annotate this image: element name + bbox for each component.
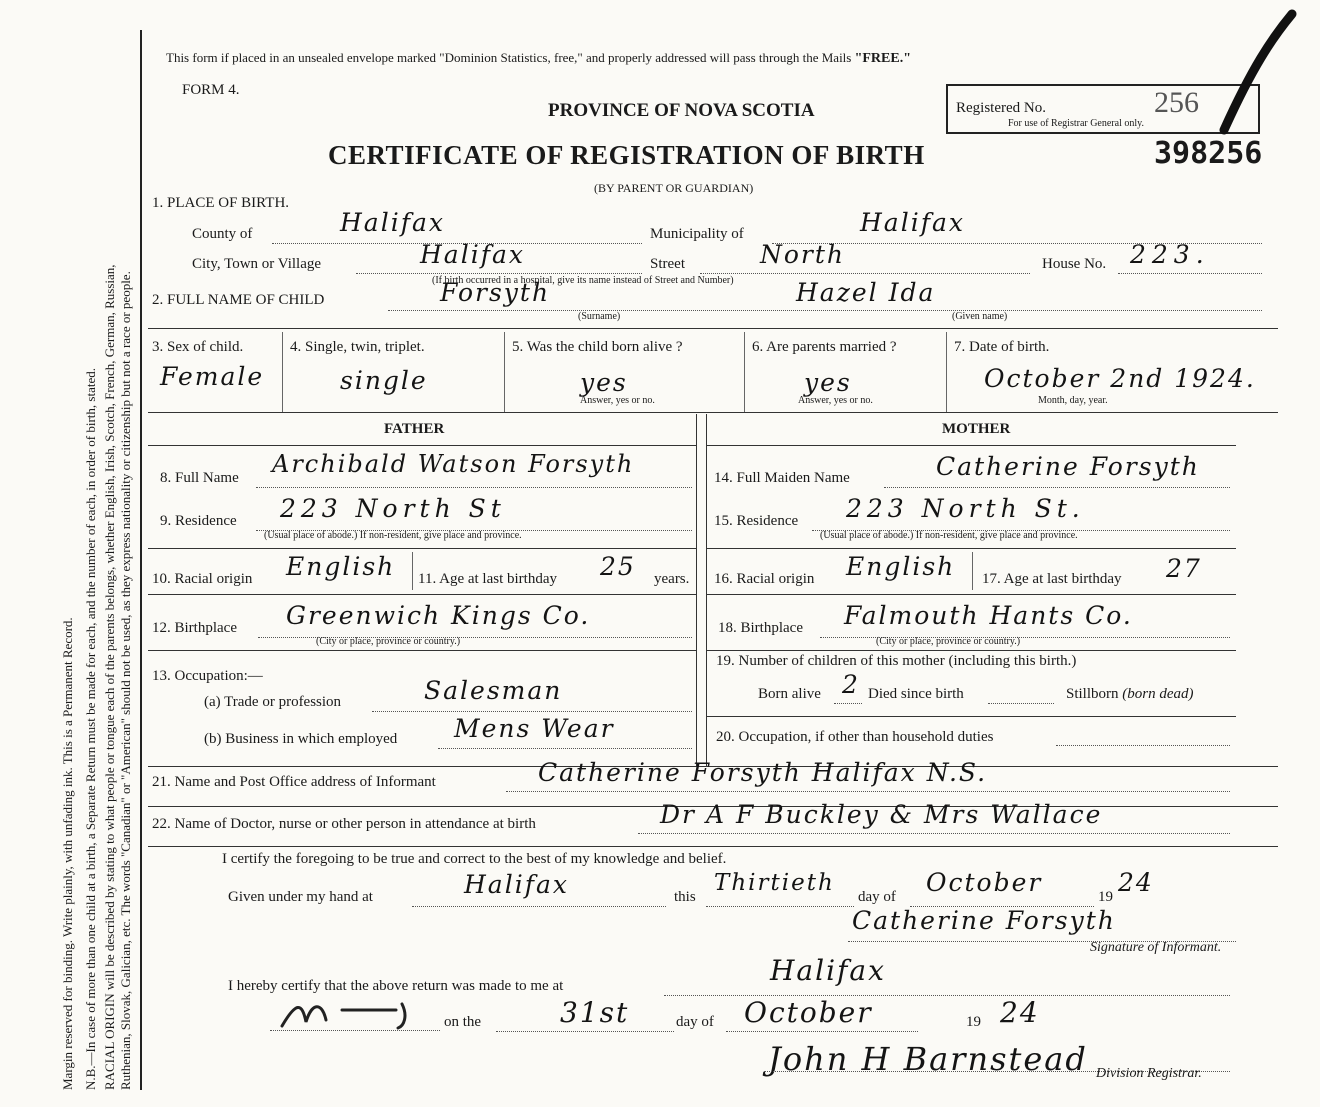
registrar-year-prefix: 19 <box>966 1014 981 1030</box>
registrar-certify-label: I hereby certify that the above return was made to me at <box>228 978 564 994</box>
margin-notice-line-2: N.B.—In case of more than one child at a birth, a Separate Return must be made for each, and the number of each, in order of birth, stated. <box>83 368 98 1090</box>
born-alive-caption: Answer, yes or no. <box>580 395 655 406</box>
doctor-value: Dr A F Buckley & Mrs Wallace <box>660 800 1103 829</box>
street-label: Street <box>650 256 685 272</box>
day-line <box>706 906 854 907</box>
mother-residence-value: 223 North St. <box>846 494 1085 523</box>
rule-after-name <box>148 328 1278 329</box>
hospital-note: (If birth occurred in a hospital, give its name instead of Street and Number) <box>432 275 734 286</box>
signature-caption: Signature of Informant. <box>1090 940 1222 955</box>
county-label: County of <box>192 226 253 242</box>
sex-value: Female <box>160 362 265 391</box>
municipality-value: Halifax <box>860 208 965 237</box>
father-heading: FATHER <box>384 421 445 437</box>
date-of-birth-label: 7. Date of birth. <box>954 339 1050 355</box>
certificate-subtitle: (BY PARENT OR GUARDIAN) <box>594 181 754 195</box>
binding-rule <box>140 30 142 1090</box>
registrar-month-line <box>726 1031 918 1032</box>
this-label: this <box>674 889 696 905</box>
house-number-label: House No. <box>1042 256 1107 272</box>
city-value: Halifax <box>420 240 525 269</box>
father-occupation-label: 13. Occupation:— <box>152 668 263 684</box>
mother-age-value: 27 <box>1166 554 1202 583</box>
father-name-label: 8. Full Name <box>160 470 239 486</box>
plurality-label: 4. Single, twin, triplet. <box>290 339 425 355</box>
trade-label: (a) Trade or profession <box>204 694 342 710</box>
child-surname-value: Forsyth <box>440 278 551 307</box>
father-age-label: 11. Age at last birthday <box>418 571 557 587</box>
parents-married-caption: Answer, yes or no. <box>798 395 873 406</box>
parents-married-question: 6. Are parents married ? <box>752 339 897 355</box>
father-birthplace-value: Greenwich Kings Co. <box>286 601 591 630</box>
margin-notice-line-1: Margin reserved for binding. Write plainly, with unfading ink. This is a Permanent Record. <box>60 617 75 1090</box>
registrar-day-of-label: day of <box>676 1014 714 1030</box>
born-alive-count-label: Born alive <box>758 686 821 702</box>
margin-notice-line-3: RACIAL ORIGIN will be described by stating to what people or tongue each of the parents belongs, whether English, Irish, Scotch, French, German, Russian, <box>102 264 117 1090</box>
stillborn-note: (born dead) <box>1122 686 1194 702</box>
informant-signature: Catherine Forsyth <box>852 906 1116 935</box>
business-label: (b) Business in which employed <box>204 731 398 747</box>
street-value: North <box>760 240 846 269</box>
certify-statement: I certify the foregoing to be true and correct to the best of my knowledge and belief. <box>222 851 727 867</box>
informant-label: 21. Name and Post Office address of Informant <box>152 774 436 790</box>
child-name-label: 2. FULL NAME OF CHILD <box>152 292 325 308</box>
on-the-label: on the <box>444 1014 482 1030</box>
doctor-line <box>638 833 1230 834</box>
place-of-birth-heading: 1. PLACE OF BIRTH. <box>152 195 290 211</box>
born-alive-count-value: 2 <box>842 670 860 699</box>
child-given-name-value: Hazel Ida <box>796 278 936 307</box>
house-number-value: 223. <box>1130 240 1210 269</box>
mother-birthplace-label: 18. Birthplace <box>718 620 803 636</box>
registrar-place-value: Halifax <box>770 954 886 987</box>
province-heading: PROVINCE OF NOVA SCOTIA <box>548 100 815 121</box>
mother-origin-age-divider <box>972 552 973 590</box>
mail-notice-text: This form if placed in an unsealed envelope marked "Dominion Statistics, free," and properly addressed will pass through the Mails <box>166 50 855 65</box>
month-value: October <box>926 868 1043 897</box>
father-age-value: 25 <box>600 552 636 581</box>
registrar-day-value: 31st <box>560 996 630 1029</box>
year-prefix: 19 <box>1098 889 1113 905</box>
city-label: City, Town or Village <box>192 256 322 272</box>
surname-caption: (Surname) <box>578 311 621 322</box>
children-count-label: 19. Number of children of this mother (including this birth.) <box>716 653 1077 669</box>
father-racial-origin-label: 10. Racial origin <box>152 571 253 587</box>
business-line <box>438 748 692 749</box>
father-birthplace-label: 12. Birthplace <box>152 620 237 636</box>
mother-name-line <box>884 487 1230 488</box>
died-since-birth-label: Died since birth <box>868 686 964 702</box>
given-place-line <box>412 906 666 907</box>
mother-rule-3 <box>706 650 1236 651</box>
mail-notice-free: "FREE." <box>854 51 911 66</box>
registrar-check-mark <box>1212 8 1298 136</box>
mother-heading-rule <box>706 445 1236 446</box>
mother-birthplace-value: Falmouth Hants Co. <box>844 601 1133 630</box>
father-rule-3 <box>148 650 696 651</box>
municipality-label: Municipality of <box>650 226 744 242</box>
born-alive-answer: yes <box>580 368 628 397</box>
mother-name-value: Catherine Forsyth <box>936 452 1200 481</box>
mother-rule-1 <box>706 548 1236 549</box>
father-birthplace-caption: (City or place, province or country.) <box>316 636 461 647</box>
given-place-value: Halifax <box>464 870 569 899</box>
registered-number-label: Registered No. <box>956 100 1046 116</box>
registrar-year-value: 24 <box>1000 996 1040 1029</box>
plurality-value: single <box>340 366 428 395</box>
registered-number-note: For use of Registrar General only. <box>1008 118 1144 129</box>
father-rule-2 <box>148 594 696 595</box>
trade-line <box>372 711 692 712</box>
registrar-caption: Division Registrar. <box>1096 1066 1202 1081</box>
parents-divider-right <box>706 414 707 766</box>
mother-heading: MOTHER <box>942 421 1011 437</box>
mother-residence-label: 15. Residence <box>714 513 799 529</box>
mother-birthplace-caption: (City or place, province or country.) <box>876 636 1021 647</box>
divider-5-6 <box>744 332 745 412</box>
stamp-number: 398256 <box>1154 136 1263 171</box>
stillborn-label <box>1066 686 1194 703</box>
date-of-birth-value: October 2nd 1924. <box>984 364 1256 393</box>
mother-occupation-line <box>1056 745 1230 746</box>
county-value: Halifax <box>340 208 445 237</box>
informant-line <box>506 791 1230 792</box>
mother-racial-origin-value: English <box>846 552 956 581</box>
child-name-line <box>388 310 1262 311</box>
street-line <box>700 273 1030 274</box>
father-age-unit: years. <box>654 571 690 587</box>
father-name-line <box>256 487 692 488</box>
date-of-birth-caption: Month, day, year. <box>1038 395 1108 406</box>
doctor-label: 22. Name of Doctor, nurse or other person in attendance at birth <box>152 816 536 832</box>
rule-before-certification <box>148 846 1278 847</box>
city-line <box>356 273 642 274</box>
divider-4-5 <box>504 332 505 412</box>
stillborn-text: Stillborn <box>1066 686 1119 702</box>
trade-value: Salesman <box>424 676 563 705</box>
sex-label: 3. Sex of child. <box>152 339 244 355</box>
day-of-label: day of <box>858 889 896 905</box>
form-number: FORM 4. <box>182 82 240 98</box>
registrar-month-value: October <box>744 996 873 1029</box>
day-value: Thirtieth <box>714 870 835 896</box>
business-value: Mens Wear <box>454 714 615 743</box>
margin-notice-line-4: Ruthenian, Slovak, Galician, etc. The words "Canadian" or "American" should not be used, as they express nationality or citizenship but not a race or people. <box>118 271 133 1090</box>
mother-occupation-label: 20. Occupation, if other than household duties <box>716 729 994 745</box>
father-residence-caption: (Usual place of abode.) If non-resident, give place and province. <box>264 530 522 541</box>
parents-married-answer: yes <box>804 368 852 397</box>
divider-6-7 <box>946 332 947 412</box>
died-since-birth-line <box>988 703 1054 704</box>
mother-residence-caption: (Usual place of abode.) If non-resident, give place and province. <box>820 530 1078 541</box>
father-heading-rule <box>148 445 696 446</box>
divider-3-4 <box>282 332 283 412</box>
house-number-line <box>1118 273 1262 274</box>
mail-notice <box>166 50 911 67</box>
mother-rule-4 <box>706 716 1236 717</box>
registered-number-value: 256 <box>1154 86 1199 119</box>
father-rule-1 <box>148 548 696 549</box>
mother-rule-2 <box>706 594 1236 595</box>
father-name-value: Archibald Watson Forsyth <box>272 450 635 478</box>
born-alive-count-line <box>834 703 862 704</box>
certificate-title: CERTIFICATE OF REGISTRATION OF BIRTH <box>328 140 925 170</box>
registrar-day-line <box>496 1031 674 1032</box>
informant-value: Catherine Forsyth Halifax N.S. <box>538 758 988 787</box>
father-residence-value: 223 North St <box>280 494 506 523</box>
mother-racial-origin-label: 16. Racial origin <box>714 571 815 587</box>
given-name-caption: (Given name) <box>952 311 1008 322</box>
father-origin-age-divider <box>412 552 413 590</box>
year-value: 24 <box>1118 868 1154 897</box>
father-residence-label: 9. Residence <box>160 513 237 529</box>
parents-divider-left <box>696 414 697 766</box>
registrar-signature: John H Barnstead <box>768 1040 1088 1078</box>
born-alive-question: 5. Was the child born alive ? <box>512 339 683 355</box>
mother-age-label: 17. Age at last birthday <box>982 571 1122 587</box>
registrar-initials-line <box>270 1030 440 1031</box>
given-under-hand-label: Given under my hand at <box>228 889 373 905</box>
rule-after-child-details <box>148 412 1278 413</box>
mother-name-label: 14. Full Maiden Name <box>714 470 850 486</box>
father-racial-origin-value: English <box>286 552 396 581</box>
